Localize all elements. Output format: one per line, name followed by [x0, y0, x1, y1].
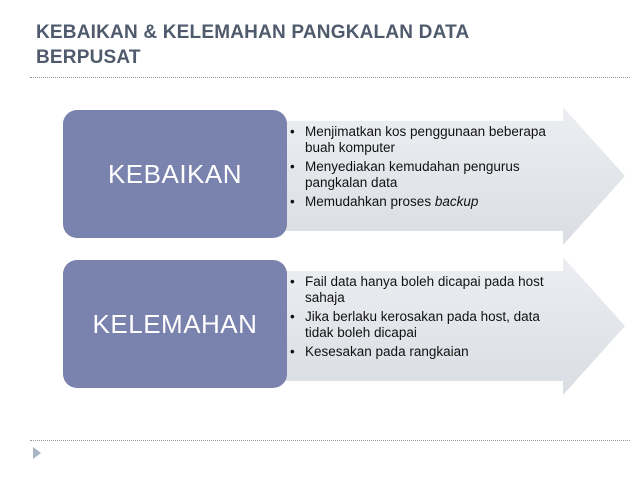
advantages-item-text: Menjimatkan kos penggunaan beberapa buah komputer	[305, 124, 546, 155]
advantages-list	[290, 124, 570, 213]
slide-marker-icon	[33, 447, 41, 459]
advantages-item-emphasis: backup	[434, 194, 479, 209]
advantages-label-box	[63, 110, 287, 238]
footer-divider	[30, 440, 630, 441]
disadvantages-row	[0, 257, 638, 395]
slide-title	[36, 20, 616, 70]
advantages-item-text: Memudahkan proses	[305, 194, 435, 209]
disadvantages-item	[290, 344, 570, 360]
disadvantages-label-box	[63, 260, 287, 388]
advantages-item	[290, 194, 570, 210]
disadvantages-item	[290, 274, 570, 306]
slide-title-line-2: BERPUSAT	[36, 47, 141, 68]
advantages-item	[290, 124, 570, 156]
title-divider	[30, 77, 630, 78]
advantages-item-text: Menyediakan kemudahan pengurus pangkalan data	[305, 159, 520, 190]
advantages-row	[0, 107, 638, 245]
advantages-item	[290, 159, 570, 191]
disadvantages-item-text: Kesesakan pada rangkaian	[305, 344, 469, 359]
disadvantages-item	[290, 309, 570, 341]
disadvantages-list	[290, 274, 570, 363]
disadvantages-label: KELEMAHAN	[92, 308, 258, 339]
slide-title-line-1: KEBAIKAN & KELEMAHAN PANGKALAN DATA	[36, 22, 470, 43]
disadvantages-item-text: Jika berlaku kerosakan pada host, data tidak boleh dicapai	[305, 309, 540, 340]
disadvantages-item-text: Fail data hanya boleh dicapai pada host sahaja	[305, 274, 544, 305]
advantages-label: KEBAIKAN	[107, 158, 243, 189]
